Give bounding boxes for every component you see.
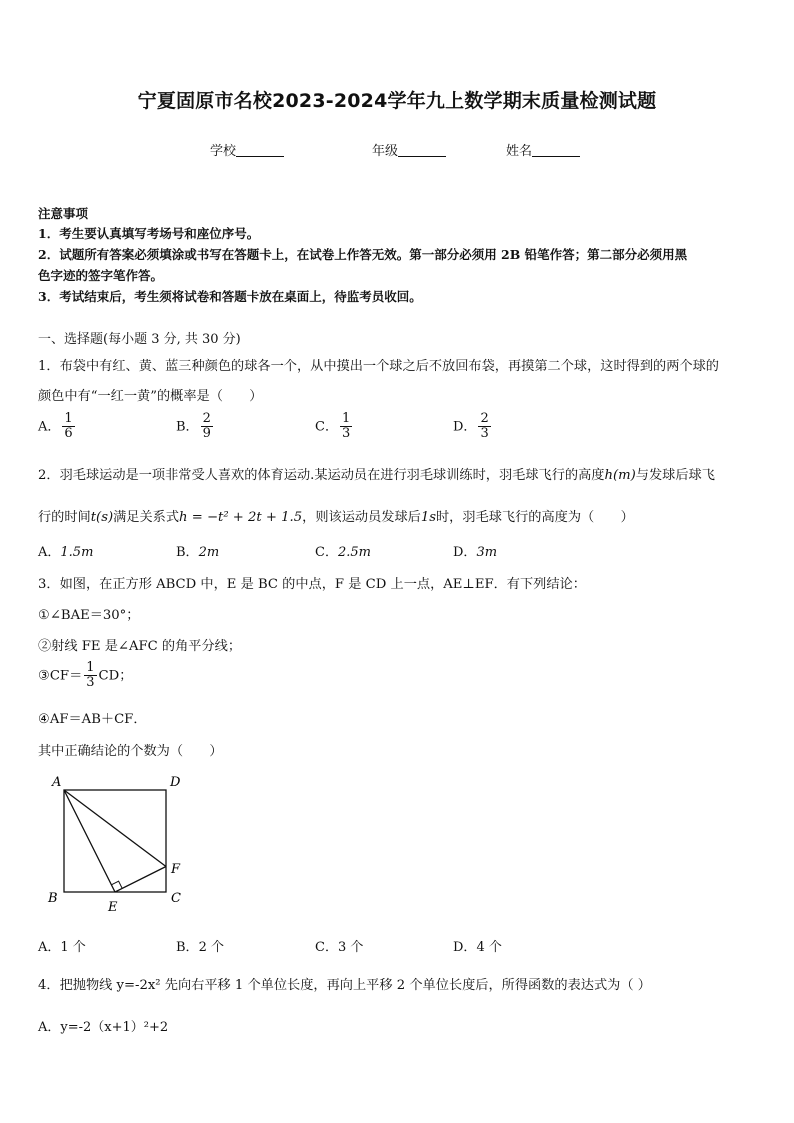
q3-conclusion-2: ②射线 FE 是∠AFC 的角平分线； [38, 639, 242, 654]
q2-option-a[interactable]: A．1.5m [38, 545, 94, 560]
note-item-3: 3．考试结束后，考生须将试卷和答题卡放在桌面上，待监考员收回。 [38, 289, 422, 304]
q2-line1: 2．羽毛球运动是一项非常受人喜欢的体育运动.某运动员在进行羽毛球训练时，羽毛球飞行的高度h(m)与发球后球飞 [38, 468, 715, 483]
school-field: 学校 [210, 140, 284, 159]
segment-af [64, 790, 166, 867]
square-figure [36, 766, 196, 916]
q2-option-c[interactable]: C．2.5m [315, 545, 371, 560]
q3-ask: 其中正确结论的个数为（ ） [38, 744, 223, 759]
q4-option-a[interactable]: A．y=-2（x+1）²+2 [38, 1020, 169, 1035]
segment-ae [64, 790, 115, 892]
note-item-1: 1．考生要认真填写考场号和座位序号。 [38, 226, 260, 241]
name-field: 姓名 [506, 140, 580, 159]
label-c: C [171, 891, 181, 906]
q3-conclusion-3: ③CF＝ $\frac{1}{3}$ CD； [38, 660, 133, 691]
q3-conclusion-1: ①∠BAE＝30°； [38, 608, 140, 623]
label-a: A [52, 775, 62, 790]
grade-blank[interactable] [398, 143, 446, 157]
q3-option-c[interactable]: C．3 个 [315, 940, 364, 955]
note-item-2: 2．试题所有答案必须填涂或书写在答题卡上，在试卷上作答无效。第一部分必须用 2B 铅笔作答；第二部分必须用黑 [38, 247, 688, 262]
q1-option-c[interactable]: C． $\frac{1}{3}$ [315, 411, 351, 442]
segment-ef [115, 867, 166, 893]
label-e: E [108, 900, 118, 915]
q2-formula: h = −t² + 2t + 1.5 [179, 510, 303, 525]
label-b: B [48, 891, 58, 906]
section-heading: 一、选择题(每小题 3 分, 共 30 分) [38, 332, 241, 347]
q3-option-d[interactable]: D．4 个 [453, 940, 502, 955]
q3-option-b[interactable]: B．2 个 [176, 940, 224, 955]
q4-line1: 4．把抛物线 y=-2x² 先向右平移 1 个单位长度，再向上平移 2 个单位长度后，所得函数的表达式为（ ） [38, 978, 651, 993]
q2-option-b[interactable]: B．2m [176, 545, 220, 560]
q1-line2: 颜色中有“一红一黄”的概率是（ ） [38, 389, 263, 404]
q2-option-d[interactable]: D．3m [453, 545, 498, 560]
label-d: D [170, 775, 181, 790]
note-item-2-cont: 色字迹的签字笔作答。 [38, 268, 164, 283]
q1-option-d[interactable]: D． $\frac{2}{3}$ [453, 411, 489, 442]
name-blank[interactable] [532, 143, 580, 157]
page-title: 宁夏固原市名校2023-2024学年九上数学期末质量检测试题 [137, 90, 657, 112]
q2-line2: 行的时间t(s)满足关系式h = −t² + 2t + 1.5，则该运动员发球后1s时，羽毛球飞行的高度为（ ） [38, 510, 634, 525]
q1-line1: 1．布袋中有红、黄、蓝三种颜色的球各一个，从中摸出一个球之后不放回布袋，再摸第二个球，这时得到的两个球的 [38, 359, 719, 374]
school-blank[interactable] [236, 143, 284, 157]
grade-field: 年级 [372, 140, 446, 159]
q3-conclusion-4: ④AF＝AB＋CF． [38, 712, 147, 727]
label-f: F [171, 862, 181, 877]
notes-heading: 注意事项 [38, 206, 89, 221]
q3-option-a[interactable]: A．1 个 [38, 940, 86, 955]
q1-option-a[interactable]: A． $\frac{1}{6}$ [38, 411, 73, 442]
square-abcd [64, 790, 166, 892]
q3-line1: 3．如图，在正方形 ABCD 中，E 是 BC 的中点，F 是 CD 上一点，AE⊥EF．有下列结论： [38, 577, 586, 592]
q1-option-b[interactable]: B． $\frac{2}{9}$ [176, 411, 211, 442]
